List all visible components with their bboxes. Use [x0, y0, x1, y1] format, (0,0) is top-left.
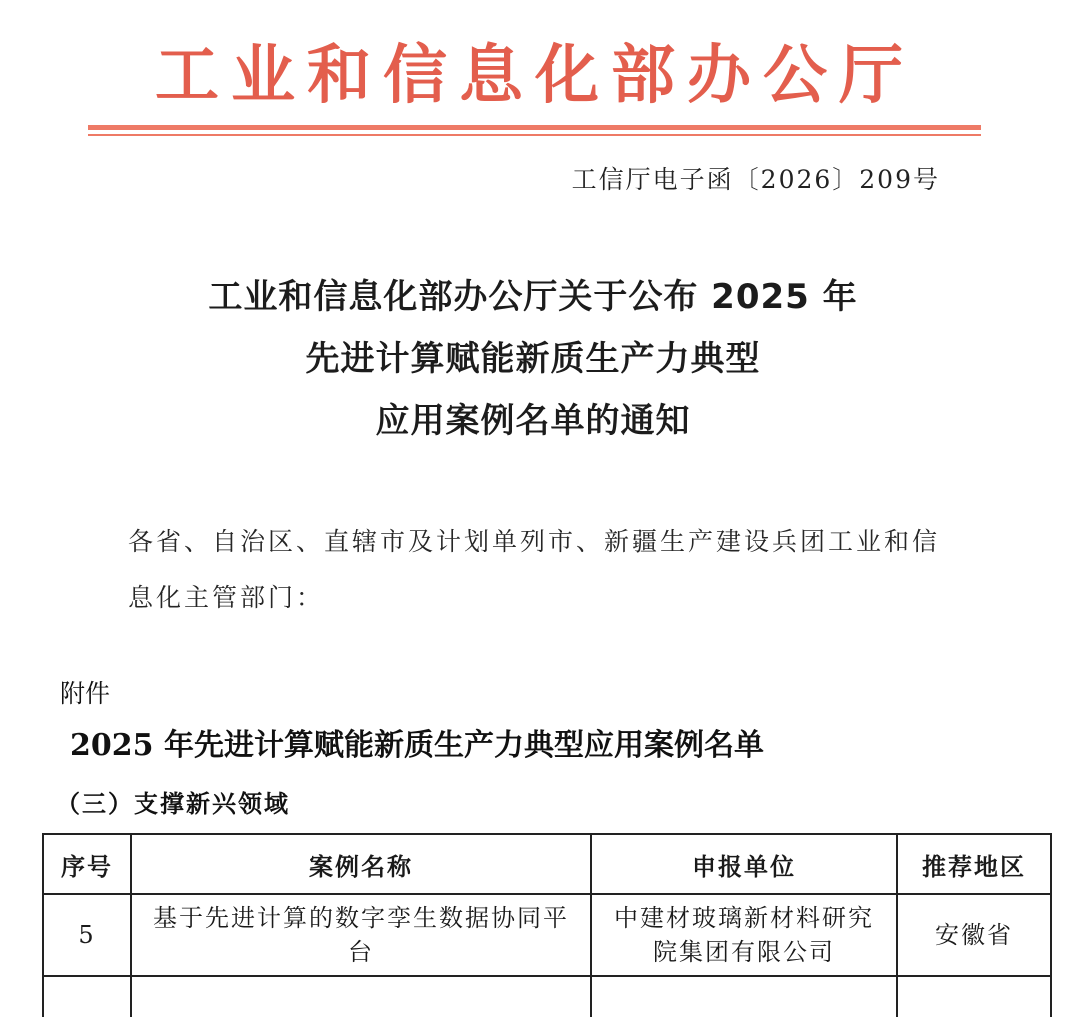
table-header-row — [43, 834, 1051, 894]
table-row-partial — [43, 976, 1051, 1017]
notice-title-line-1: 工业和信息化部办公厅关于公布 2025 年 — [208, 277, 858, 317]
header-case-name: 案例名称 — [131, 834, 591, 894]
letterhead-rule-thin — [88, 134, 981, 136]
cell-empty — [897, 976, 1051, 1017]
notice-title-line-3: 应用案例名单的通知 — [375, 401, 691, 441]
cell-case-name: 基于先进计算的数字孪生数据协同平台 — [131, 894, 591, 976]
letterhead-rule-thick — [88, 125, 981, 130]
attachment-list-title: 2025 年先进计算赋能新质生产力典型应用案例名单 — [70, 728, 764, 763]
cell-applicant: 中建材玻璃新材料研究院集团有限公司 — [591, 894, 897, 976]
document-number: 工信厅电子函〔2026〕209号 — [571, 165, 940, 194]
header-region: 推荐地区 — [897, 834, 1051, 894]
table-row — [43, 894, 1051, 976]
cell-empty — [131, 976, 591, 1017]
cell-empty — [43, 976, 131, 1017]
section-heading: （三）支撑新兴领域 — [56, 790, 290, 818]
header-serial-number: 序号 — [43, 834, 131, 894]
letterhead-org-name: 工业和信息化部办公厅 — [155, 38, 915, 113]
cell-serial-number: 5 — [43, 894, 131, 976]
case-table — [42, 833, 1052, 1017]
cell-region: 安徽省 — [897, 894, 1051, 976]
cell-empty — [591, 976, 897, 1017]
attachment-label: 附件 — [60, 679, 111, 708]
notice-title-line-2: 先进计算赋能新质生产力典型 — [305, 339, 761, 379]
salutation: 各省、自治区、直辖市及计划单列市、新疆生产建设兵团工业和信息化主管部门： — [128, 527, 941, 612]
notice-title — [0, 266, 1066, 452]
header-applicant: 申报单位 — [591, 834, 897, 894]
